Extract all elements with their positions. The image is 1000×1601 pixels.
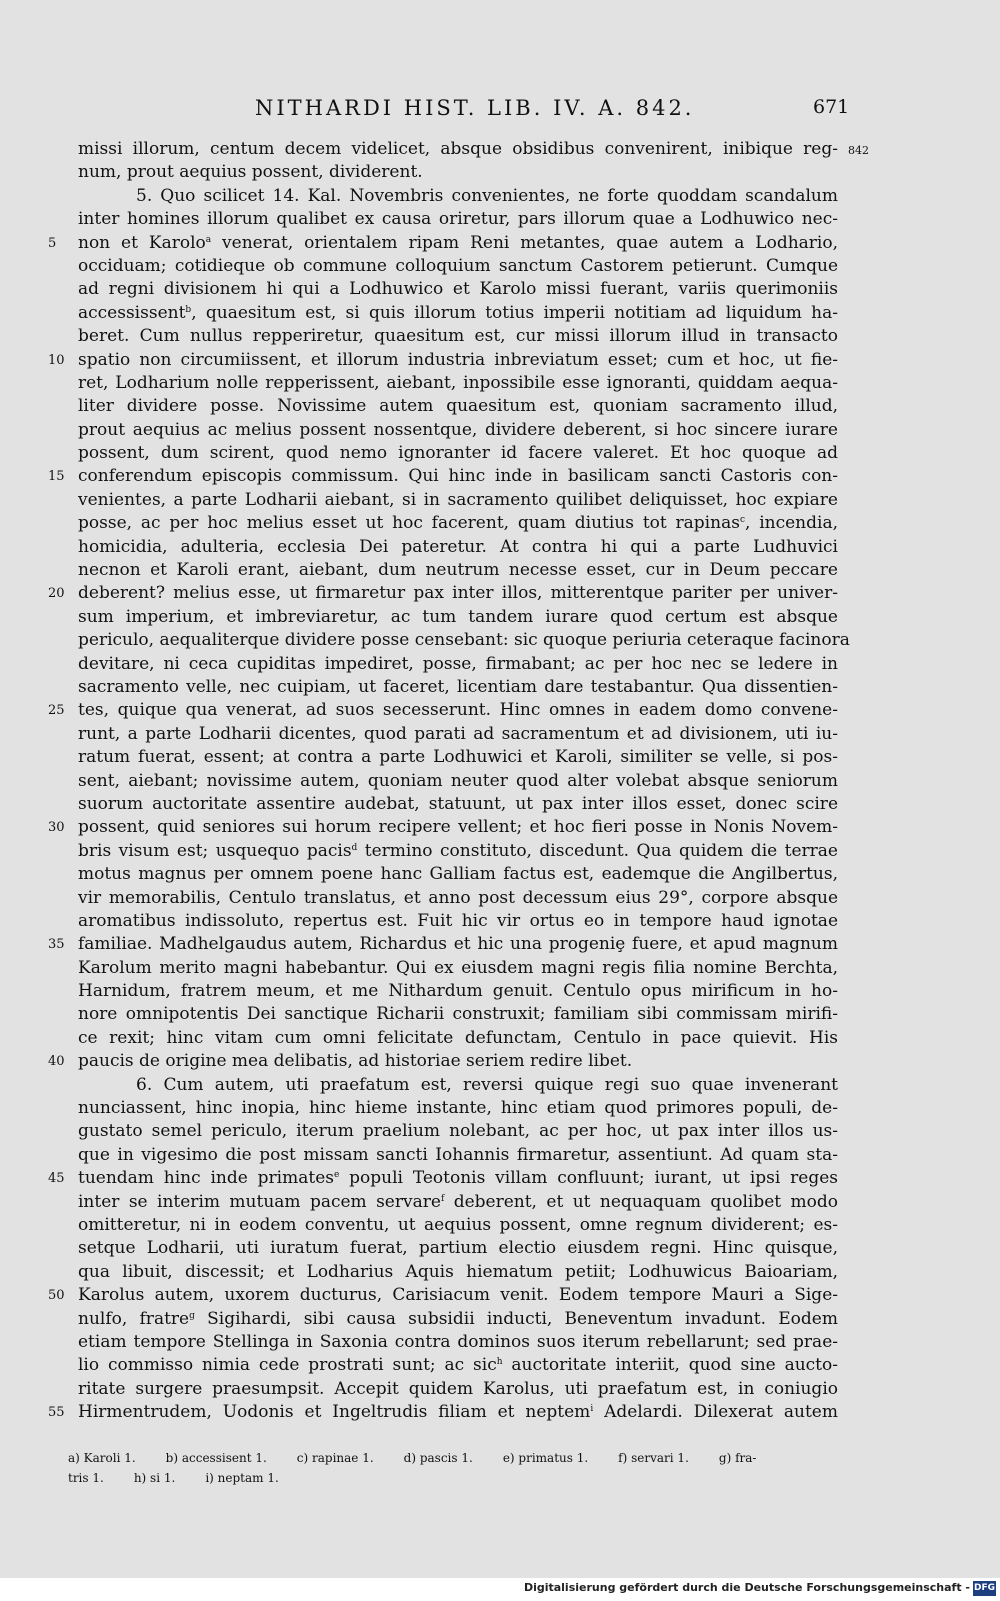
line-number: 35 xyxy=(48,937,65,953)
text-line xyxy=(78,442,838,465)
line-text: bris visum est; usquequo pacis xyxy=(78,840,352,861)
text-line xyxy=(78,1354,838,1377)
text-line xyxy=(78,1261,838,1284)
line-number: 55 xyxy=(48,1405,65,1421)
text-line xyxy=(48,582,838,605)
line-text: posse, ac per hoc melius esset ut hoc facerent, quam diutius tot rapinas xyxy=(78,513,740,534)
line-text-rest: Sigihardi, sibi causa subsidii inducti, Beneventum invadunt. Eodem xyxy=(194,1308,838,1329)
line-text: beret. Cum nullus repperiretur, quaesitum est, cur missi illorum illud in transacto xyxy=(78,326,838,347)
line-text: que in vigesimo die post missam sancti Iohannis firmaretur, assentiunt. Ad quam sta- xyxy=(78,1144,838,1165)
line-text-rest: , quaesitum est, si quis illorum totius imperii notitiam ad liquidum ha- xyxy=(191,302,838,323)
text-line xyxy=(78,1331,838,1354)
line-text: Karolus autem, uxorem ducturus, Carisiacum venit. Eodem tempore Mauri a Sige- xyxy=(78,1285,838,1306)
text-line xyxy=(48,933,838,956)
line-text: omitteretur, ni in eodem conventu, ut aequius possent, omne regnum dividerent; es- xyxy=(78,1214,838,1235)
line-text: num, prout aequius possent, dividerent. xyxy=(78,162,423,183)
text-line xyxy=(48,816,838,839)
line-text: sent, aiebant; novissime autem, quoniam neuter quod alter volebat absque seniorum xyxy=(78,770,838,791)
text-line xyxy=(48,465,838,488)
text-line xyxy=(48,232,839,255)
footnote: h) si 1. xyxy=(133,1471,176,1485)
text-line xyxy=(48,349,838,372)
page-number: 671 xyxy=(813,96,850,118)
line-text: setque Lodharii, uti iuratum fuerat, partium electio eiusdem regni. Hinc quisque, xyxy=(78,1238,838,1259)
margin-year: 842 xyxy=(848,144,869,157)
line-text-rest: deberent, et ut nequaquam quolibet modo xyxy=(444,1191,838,1212)
text-line xyxy=(78,1144,838,1167)
line-text: possent, dum scirent, quod nemo ignoranter id facere valeret. Et hoc quoque ad xyxy=(78,443,838,464)
text-line xyxy=(78,793,838,816)
line-text: aromatibus indissoluto, repertus est. Fuit hic vir ortus eo in tempore haud ignotae xyxy=(78,910,838,931)
line-text: tuendam hinc inde primates xyxy=(78,1168,334,1189)
line-text: nulfo, fratre xyxy=(78,1308,190,1329)
running-head xyxy=(0,96,1000,126)
line-text: suorum auctoritate assentire audebat, statuunt, ut pax inter illos esset, donec scire xyxy=(78,793,838,814)
line-text: tes, quique qua venerat, ad suos secesserunt. Hinc omnes in eadem domo convene- xyxy=(78,700,838,721)
line-text: accessissent xyxy=(78,302,186,323)
line-text: motus magnus per omnem poene hanc Galliam factus est, eademque die Angilbertus, xyxy=(78,864,838,885)
line-text: sum imperium, et imbreviaretur, ac tum tandem iurare quod certum est absque xyxy=(78,606,838,627)
line-text: inter homines illorum qualibet ex causa oriretur, pars illorum quae a Lodhuwico nec- xyxy=(78,209,838,230)
line-text: devitare, ni ceca cupiditas impediret, posse, firmabant; ac per hoc nec se ledere in xyxy=(78,653,838,674)
line-number: 30 xyxy=(48,820,65,836)
line-text-rest: auctoritate interiit, quod sine aucto- xyxy=(502,1355,838,1376)
footnote-marker: c xyxy=(739,515,745,526)
line-text-rest: venerat, orientalem ripam Reni metantes, quae autem a Lodhario, xyxy=(211,232,839,253)
text-line xyxy=(78,208,838,231)
footnote: f) servari 1. xyxy=(618,1451,689,1465)
footnote-marker: h xyxy=(496,1357,503,1368)
line-text: lio commisso nimia cede prostrati sunt; ac sic xyxy=(78,1355,497,1376)
text-line xyxy=(78,1214,838,1237)
line-text: nore omnipotentis Dei sanctique Richarii construxit; familiam sibi commissam mirifi- xyxy=(78,1004,838,1025)
footnote: tris 1. xyxy=(68,1471,104,1485)
digitization-credit xyxy=(0,1578,1000,1601)
text-line xyxy=(78,1237,838,1260)
line-text: possent, quid seniores sui horum recipere vellent; et hoc fieri posse in Nonis Novem- xyxy=(78,817,838,838)
text-line xyxy=(78,723,838,746)
line-text: Hirmentrudem, Uodonis et Ingeltrudis filiam et neptem xyxy=(78,1402,591,1423)
text-line xyxy=(78,653,838,676)
line-text: ret, Lodharium nolle repperissent, aiebant, inpossibile esse ignoranti, quiddam aequa- xyxy=(78,372,838,393)
line-text: runt, a parte Lodharii dicentes, quod parati ad sacramentum et ad divisionem, uti iu- xyxy=(78,723,838,744)
line-number: 5 xyxy=(48,235,57,251)
line-text: etiam tempore Stellinga in Saxonia contra dominos suos iterum rebellarunt; sed prae- xyxy=(78,1331,838,1352)
line-text: gustato semel periculo, iterum praelium nolebant, ac per hoc, ut pax inter illos us- xyxy=(78,1121,838,1142)
text-line xyxy=(78,1003,838,1026)
text-line xyxy=(78,185,838,208)
line-text: paucis de origine mea delibatis, ad historiae seriem redire libet. xyxy=(78,1051,633,1072)
text-line xyxy=(78,957,838,980)
footnote-marker: b xyxy=(185,304,192,315)
text-line xyxy=(78,302,838,325)
text-line xyxy=(78,1378,838,1401)
line-text: periculo, aequaliterque dividere posse censebant: sic quoque periuria ceteraque facinora xyxy=(78,630,850,651)
text-line xyxy=(48,1167,839,1190)
line-text: 5. Quo scilicet 14. Kal. Novembris convenientes, ne forte quoddam scandalum xyxy=(136,185,838,206)
footnote-line-2 xyxy=(68,1468,838,1488)
text-line xyxy=(78,325,838,348)
text-line xyxy=(78,372,838,395)
footnote: i) neptam 1. xyxy=(205,1471,279,1485)
text-line xyxy=(78,887,838,910)
footnote: a) Karoli 1. xyxy=(68,1451,136,1465)
line-text-rest: termino constituto, discedunt. Qua quidem die terrae xyxy=(357,840,838,861)
footnote: g) fra- xyxy=(718,1451,757,1465)
line-text: nunciassent, hinc inopia, hinc hieme instante, hinc etiam quod primores populi, de- xyxy=(78,1098,838,1119)
line-text-rest: populi Teotonis villam confluunt; iurant, ut ipsi reges xyxy=(339,1168,839,1189)
line-text: homicidia, adulteria, ecclesia Dei pateretur. At contra hi qui a parte Ludhuvici xyxy=(78,536,838,557)
line-number: 25 xyxy=(48,703,65,719)
line-text: vir memorabilis, Centulo translatus, et anno post decessum eius 29°, corpore absque xyxy=(78,887,838,908)
line-text: prout aequius ac melius possent nossentque, dividere deberent, si hoc sincere iurare xyxy=(78,419,838,440)
text-line xyxy=(78,746,838,769)
footnote: c) rapinae 1. xyxy=(296,1451,374,1465)
text-line xyxy=(78,512,838,535)
footnote: e) primatus 1. xyxy=(502,1451,589,1465)
dfg-logo: DFG xyxy=(973,1581,996,1596)
credit-text: Digitalisierung gefördert durch die Deutsche Forschungsgemeinschaft - xyxy=(523,1581,970,1594)
line-text: ad regni divisionem hi qui a Lodhuwico et Karolo missi fuerant, variis querimoniis xyxy=(78,279,838,300)
line-number: 20 xyxy=(48,586,65,602)
footnote-marker: d xyxy=(351,842,358,853)
line-text: occiduam; cotidieque ob commune colloquium sanctum Castorem petierunt. Cumque xyxy=(78,255,838,276)
line-text: inter se interim mutuam pacem servare xyxy=(78,1191,441,1212)
line-text-rest: Adelardi. Dilexerat autem xyxy=(593,1402,838,1423)
footnote: d) pascis 1. xyxy=(403,1451,473,1465)
line-text: deberent? melius esse, ut firmaretur pax inter illos, mitterentque pariter per univer- xyxy=(78,583,838,604)
text-line xyxy=(78,1097,838,1120)
line-text: familiae. Madhelgaudus autem, Richardus et hic una progeniȩ fuere, et apud magnum xyxy=(78,934,838,955)
text-line xyxy=(78,1191,838,1214)
line-number: 50 xyxy=(48,1288,65,1304)
footnote-marker: f xyxy=(440,1193,445,1204)
line-text: missi illorum, centum decem videlicet, absque obsidibus convenirent, inibique reg- xyxy=(78,139,838,159)
line-text: 6. Cum autem, uti praefatum est, reversi quique regi suo quae invenerant xyxy=(136,1074,838,1095)
text-line xyxy=(48,1050,838,1073)
line-number: 40 xyxy=(48,1054,65,1070)
body-text xyxy=(48,138,869,1424)
text-line xyxy=(78,536,838,559)
line-text: conferendum episcopis commissum. Qui hinc inde in basilicam sancti Castoris con- xyxy=(78,466,838,487)
text-line xyxy=(78,1308,838,1331)
text-line xyxy=(78,559,838,582)
text-line xyxy=(78,138,869,161)
text-line xyxy=(48,1284,838,1307)
text-line xyxy=(78,1120,838,1143)
text-line xyxy=(78,161,838,184)
text-line xyxy=(48,699,838,722)
text-line xyxy=(78,910,838,933)
line-text: spatio non circumiissent, et illorum industria inbreviatum esset; cum et hoc, ut fie- xyxy=(78,349,838,370)
footnote-marker: e xyxy=(333,1170,340,1181)
line-text: non et Karolo xyxy=(78,232,206,253)
line-text: ritate surgere praesumpsit. Accepit quidem Karolus, uti praefatum est, in coniugio xyxy=(78,1378,838,1399)
text-line xyxy=(78,980,838,1003)
line-text: ratum fuerat, essent; at contra a parte Lodhuwici et Karoli, similiter se velle, si pos- xyxy=(78,747,838,768)
footnote-marker: i xyxy=(590,1404,594,1415)
running-head-title: NITHARDI HIST. LIB. IV. A. 842. xyxy=(255,96,695,120)
footnote-marker: a xyxy=(205,234,212,245)
line-number: 10 xyxy=(48,352,65,368)
text-line xyxy=(48,1401,838,1424)
footnote: b) accessisent 1. xyxy=(165,1451,267,1465)
text-line xyxy=(78,676,838,699)
line-text: liter dividere posse. Novissime autem quaesitum est, quoniam sacramento illud, xyxy=(78,396,838,417)
text-line xyxy=(78,606,838,629)
line-text: qua libuit, discessit; et Lodharius Aquis hiematum petiit; Lodhuwicus Baioariam, xyxy=(78,1261,838,1282)
text-line xyxy=(78,1074,838,1097)
text-line xyxy=(78,419,838,442)
text-line xyxy=(78,278,838,301)
line-text: Harnidum, fratrem meum, et me Nithardum genuit. Centulo opus mirificum in ho- xyxy=(78,981,838,1002)
text-line xyxy=(78,863,838,886)
text-line xyxy=(78,629,850,652)
line-text: venientes, a parte Lodharii aiebant, si in sacramento quilibet deliquisset, hoc expiare xyxy=(78,489,838,510)
text-line xyxy=(78,1027,838,1050)
line-text: necnon et Karoli erant, aiebant, dum neutrum necesse esset, cur in Deum peccare xyxy=(78,560,838,581)
footnotes xyxy=(68,1448,838,1488)
footnote-line-1 xyxy=(68,1448,838,1468)
line-number: 45 xyxy=(48,1171,65,1187)
text-line xyxy=(78,770,838,793)
line-text-rest: , incendia, xyxy=(744,513,838,534)
line-number: 15 xyxy=(48,469,65,485)
line-text: sacramento velle, nec cuipiam, ut faceret, licentiam dare testabantur. Qua dissentien- xyxy=(78,676,838,697)
text-line xyxy=(78,489,838,512)
line-text: ce rexit; hinc vitam cum omni felicitate defunctam, Centulo in pace quievit. His xyxy=(78,1027,838,1048)
text-line xyxy=(78,255,838,278)
footnote-marker: g xyxy=(189,1310,195,1321)
text-line xyxy=(78,840,838,863)
line-text: Karolum merito magni habebantur. Qui ex eiusdem magni regis filia nomine Berchta, xyxy=(78,957,838,978)
text-line xyxy=(78,395,838,418)
